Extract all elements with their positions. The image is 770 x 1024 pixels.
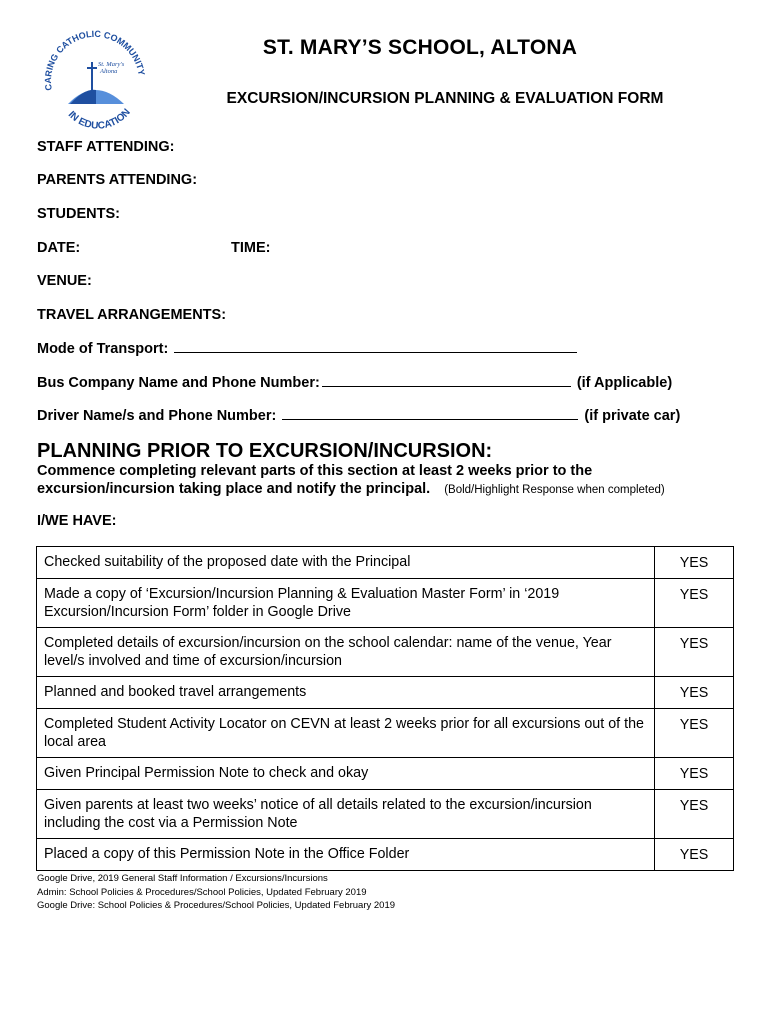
- table-row: [37, 547, 734, 579]
- footer-line-2: Admin: School Policies & Procedures/School Policies, Updated February 2019: [37, 886, 367, 898]
- checklist-item-text: Made a copy of ‘Excursion/Incursion Planning & Evaluation Master Form’ in ‘2019 Excursion/Incursion Form’ folder in Google Drive: [37, 579, 655, 628]
- planning-checklist-table: [36, 546, 734, 871]
- mode-of-transport-row: [37, 340, 579, 357]
- mode-of-transport-label: Mode of Transport:: [37, 341, 169, 357]
- table-row: [37, 579, 734, 628]
- we-have-label: I/WE HAVE:: [37, 513, 117, 529]
- bus-company-label: Bus Company Name and Phone Number:: [37, 375, 320, 391]
- checklist-item-text: Placed a copy of this Permission Note in the Office Folder: [37, 839, 655, 871]
- driver-label: Driver Name/s and Phone Number:: [37, 408, 277, 424]
- checklist-item-text: Completed Student Activity Locator on CEVN at least 2 weeks prior for all excursions out of the local area: [37, 709, 655, 758]
- driver-row: [37, 407, 680, 424]
- travel-arrangements-label: TRAVEL ARRANGEMENTS:: [37, 307, 227, 323]
- bus-company-note: (if Applicable): [576, 375, 673, 391]
- planning-intro-line-1: Commence completing relevant parts of this section at least 2 weeks prior to the: [37, 463, 593, 479]
- footer-line-3: Google Drive: School Policies & Procedures/School Policies, Updated February 2019: [37, 900, 396, 911]
- students-label: STUDENTS:: [37, 206, 120, 222]
- checklist-answer[interactable]: YES: [655, 677, 734, 709]
- svg-text:IN EDUCATION: [66, 107, 133, 132]
- table-row: [37, 628, 734, 677]
- form-title: EXCURSION/INCURSION PLANNING & EVALUATION FORM: [226, 90, 664, 107]
- logo-text-bottom: IN EDUCATION: [65, 106, 133, 132]
- checklist-answer[interactable]: YES: [655, 758, 734, 790]
- planning-intro-note: (Bold/Highlight Response when completed): [444, 484, 665, 496]
- table-row: [37, 677, 734, 709]
- checklist-answer[interactable]: YES: [655, 547, 734, 579]
- checklist-item-text: Planned and booked travel arrangements: [37, 677, 655, 709]
- checklist-answer[interactable]: YES: [655, 790, 734, 839]
- planning-heading: PLANNING PRIOR TO EXCURSION/INCURSION:: [37, 440, 493, 462]
- table-row: [37, 709, 734, 758]
- venue-label: VENUE:: [37, 273, 92, 289]
- checklist-answer[interactable]: YES: [655, 579, 734, 628]
- table-row: [37, 839, 734, 871]
- checklist-item-text: Given parents at least two weeks’ notice of all details related to the excursion/incursion including the cost via a Permission Note: [37, 790, 655, 839]
- logo-text-top: CARING CATHOLIC COMMUNITY: [43, 28, 147, 92]
- footer-notes: [37, 872, 395, 913]
- table-row: [37, 758, 734, 790]
- footer-line-1: Google Drive, 2019 General Staff Information / Excursions/Incursions: [37, 873, 328, 884]
- school-name: ST. MARY’S SCHOOL, ALTONA: [262, 36, 578, 59]
- checklist-item-text: Checked suitability of the proposed date with the Principal: [37, 547, 655, 579]
- driver-field[interactable]: [282, 407, 578, 420]
- checklist-answer[interactable]: YES: [655, 839, 734, 871]
- logo-inner-text-2: Altona: [100, 68, 118, 75]
- driver-note: (if private car): [584, 408, 681, 424]
- bus-company-field[interactable]: [322, 374, 571, 387]
- checklist-answer[interactable]: YES: [655, 709, 734, 758]
- parents-attending-label: PARENTS ATTENDING:: [37, 172, 198, 188]
- planning-intro: [37, 462, 737, 499]
- checklist-item-text: Completed details of excursion/incursion on the school calendar: name of the venue, Year level/s involved and time of excursion/incursion: [37, 628, 655, 677]
- staff-attending-label: STAFF ATTENDING:: [37, 139, 175, 155]
- time-label: TIME:: [231, 240, 271, 256]
- planning-intro-line-2: excursion/incursion taking place and notify the principal.: [37, 481, 431, 497]
- logo-inner-text-1: St. Mary's: [98, 61, 125, 68]
- mode-of-transport-field[interactable]: [174, 340, 577, 353]
- checklist-answer[interactable]: YES: [655, 628, 734, 677]
- bus-company-row: [37, 374, 672, 391]
- table-row: [37, 790, 734, 839]
- checklist-item-text: Given Principal Permission Note to check and okay: [37, 758, 655, 790]
- date-label: DATE:: [37, 240, 81, 256]
